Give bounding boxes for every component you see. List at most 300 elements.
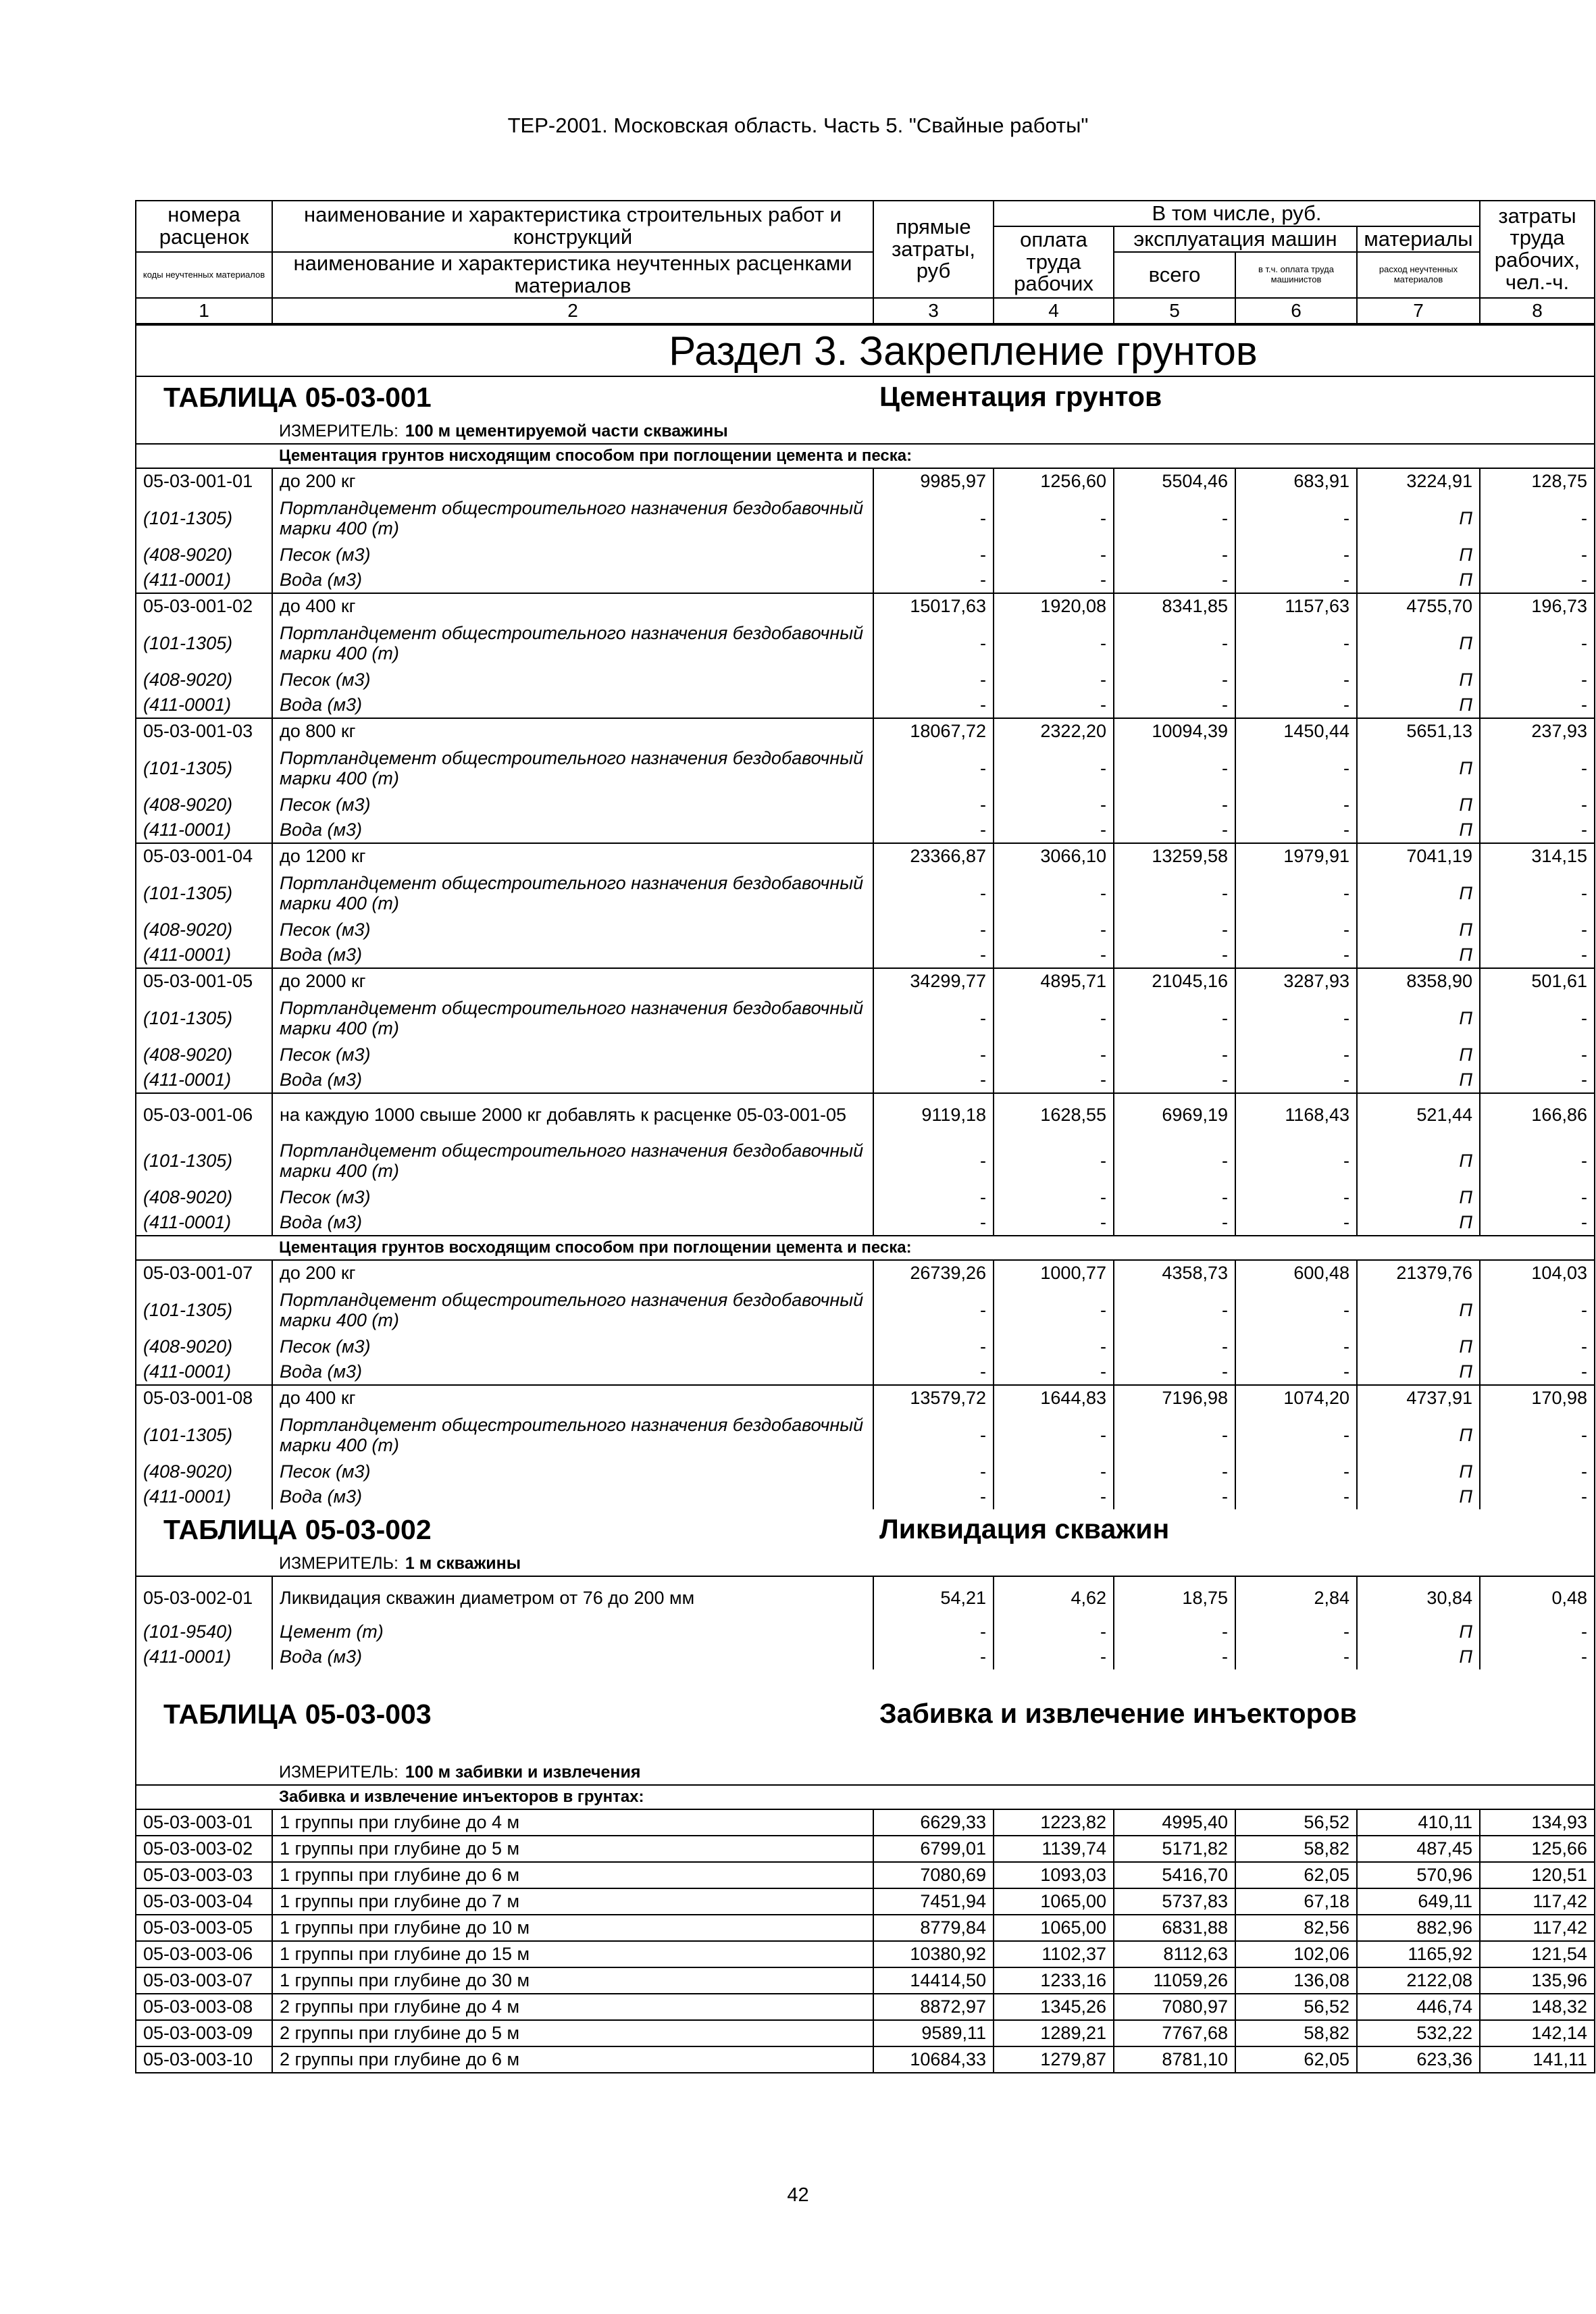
dash-cell: - [994,693,1114,718]
dash-cell: - [873,543,994,568]
rate-name: 1 группы при глубине до 5 м [272,1836,873,1862]
dash-cell: - [873,1644,994,1669]
resource-row [136,494,1595,543]
direct-costs-value: 6629,33 [873,1809,994,1836]
material-name: Вода (м3) [272,1359,873,1385]
unaccounted-mark: П [1357,668,1480,693]
material-code: (408-9020) [136,1185,272,1210]
table-title-row [136,1694,1595,1736]
dash-cell: - [873,668,994,693]
header-labor-hours: затраты труда рабочих, чел.-ч. [1480,201,1595,298]
machines-total-value: 4358,73 [1114,1260,1235,1286]
materials-cost-value: 521,44 [1357,1093,1480,1136]
worker-wages-value: 1065,00 [994,1888,1114,1915]
col-num: 2 [272,298,873,324]
header-including: В том числе, руб. [994,201,1480,226]
dash-cell: - [873,693,994,718]
resource-row [136,568,1595,593]
dash-cell: - [994,818,1114,843]
dash-cell: - [1114,1286,1235,1334]
dash-cell: - [994,1411,1114,1459]
rate-code: 05-03-003-09 [136,2020,272,2046]
labor-hours-value: 104,03 [1480,1260,1595,1286]
material-code: (101-1305) [136,869,272,917]
dash-cell: - [1114,1459,1235,1484]
resource-row [136,619,1595,668]
dash-cell: - [1235,1459,1357,1484]
dash-cell: - [1114,1411,1235,1459]
dash-cell: - [1114,793,1235,818]
direct-costs-value: 7451,94 [873,1888,994,1915]
table-row [136,1941,1595,1967]
rate-code: 05-03-001-01 [136,468,272,494]
material-code: (408-9020) [136,543,272,568]
rate-code: 05-03-001-08 [136,1385,272,1411]
dash-cell: - [994,1286,1114,1334]
dash-cell: - [1480,543,1595,568]
dash-cell: - [994,494,1114,543]
dash-cell: - [994,1210,1114,1236]
table-name: Ликвидация скважин [879,1513,1170,1544]
dash-cell: - [1114,1185,1235,1210]
measure-label: ИЗМЕРИТЕЛЬ: [279,1553,398,1573]
dash-cell: - [1114,869,1235,917]
dash-cell: - [994,668,1114,693]
group-title: Забивка и извлечение инъекторов в грунтах: [272,1785,1595,1809]
rate-name: 1 группы при глубине до 7 м [272,1888,873,1915]
unaccounted-mark: П [1357,1411,1480,1459]
unaccounted-mark: П [1357,942,1480,968]
resource-row [136,942,1595,968]
operator-wages-value: 82,56 [1235,1915,1357,1941]
material-code: (411-0001) [136,818,272,843]
machines-total-value: 13259,58 [1114,843,1235,869]
dash-cell: - [1235,619,1357,668]
material-name: Вода (м3) [272,1067,873,1093]
direct-costs-value: 34299,77 [873,968,994,994]
table-row [136,1967,1595,1994]
rate-name: 1 группы при глубине до 10 м [272,1915,873,1941]
header-machines: эксплуатация машин [1114,226,1357,252]
rate-name: 2 группы при глубине до 5 м [272,2020,873,2046]
measure-blank [136,1760,272,1785]
worker-wages-value: 1279,87 [994,2046,1114,2073]
measure-label: ИЗМЕРИТЕЛЬ: [279,421,398,441]
dash-cell: - [873,744,994,793]
materials-cost-value: 649,11 [1357,1888,1480,1915]
resource-row [136,1067,1595,1093]
materials-cost-value: 446,74 [1357,1994,1480,2020]
dash-cell: - [1235,942,1357,968]
dash-cell: - [1480,1185,1595,1210]
table-row [136,1093,1595,1136]
rate-name: до 400 кг [272,593,873,619]
rate-name: 1 группы при глубине до 4 м [272,1809,873,1836]
dash-cell: - [873,994,994,1042]
unaccounted-mark: П [1357,1484,1480,1509]
dash-cell: - [1235,568,1357,593]
dash-cell: - [994,917,1114,942]
table-row [136,468,1595,494]
dash-cell: - [873,494,994,543]
materials-cost-value: 410,11 [1357,1809,1480,1836]
dash-cell: - [1480,1359,1595,1385]
dash-cell: - [1114,818,1235,843]
worker-wages-value: 1644,83 [994,1385,1114,1411]
rate-code: 05-03-003-08 [136,1994,272,2020]
material-code: (408-9020) [136,1459,272,1484]
resource-row [136,1484,1595,1509]
table-row [136,968,1595,994]
resource-row [136,1136,1595,1185]
materials-cost-value: 7041,19 [1357,843,1480,869]
dash-cell: - [994,1067,1114,1093]
dash-cell: - [1114,1136,1235,1185]
col-num: 4 [994,298,1114,324]
unaccounted-mark: П [1357,693,1480,718]
group-title: Цементация грунтов восходящим способом при поглощении цемента и песка: [272,1236,1595,1260]
table-row [136,718,1595,744]
dash-cell: - [994,744,1114,793]
unaccounted-mark: П [1357,1210,1480,1236]
col-num: 1 [136,298,272,324]
rate-name: до 200 кг [272,1260,873,1286]
material-name: Портландцемент общестроительного назначения бездобавочный марки 400 (т) [272,1136,873,1185]
rate-code: 05-03-001-07 [136,1260,272,1286]
resource-row [136,1619,1595,1644]
material-code: (411-0001) [136,1210,272,1236]
rate-code: 05-03-001-03 [136,718,272,744]
dash-cell: - [1480,1619,1595,1644]
dash-cell: - [1235,1042,1357,1067]
measure-cell [272,419,1595,444]
material-name: Вода (м3) [272,1484,873,1509]
dash-cell: - [1480,619,1595,668]
dash-cell: - [1480,1459,1595,1484]
measure-row [136,1551,1595,1576]
rate-name: до 400 кг [272,1385,873,1411]
measure-cell [272,1760,1595,1785]
unaccounted-mark: П [1357,619,1480,668]
machines-total-value: 7196,98 [1114,1385,1235,1411]
machines-total-value: 5504,46 [1114,468,1235,494]
resource-row [136,744,1595,793]
resource-row [136,1644,1595,1669]
dash-cell: - [994,1619,1114,1644]
rate-name: до 200 кг [272,468,873,494]
material-code: (411-0001) [136,1484,272,1509]
dash-cell: - [873,568,994,593]
materials-cost-value: 882,96 [1357,1915,1480,1941]
dash-cell: - [1114,568,1235,593]
dash-cell: - [1235,1067,1357,1093]
col-num: 3 [873,298,994,324]
dash-cell: - [994,543,1114,568]
rate-name: 2 группы при глубине до 4 м [272,1994,873,2020]
material-name: Песок (м3) [272,1185,873,1210]
measure-blank [136,419,272,444]
rate-code: 05-03-003-03 [136,1862,272,1888]
labor-hours-value: 148,32 [1480,1994,1595,2020]
group-row [136,444,1595,468]
header-codes: номера расценок [136,201,272,252]
materials-cost-value: 3224,91 [1357,468,1480,494]
material-name: Портландцемент общестроительного назначения бездобавочный марки 400 (т) [272,619,873,668]
resource-row [136,917,1595,942]
operator-wages-value: 102,06 [1235,1941,1357,1967]
direct-costs-value: 14414,50 [873,1967,994,1994]
dash-cell: - [873,793,994,818]
unaccounted-mark: П [1357,1286,1480,1334]
col-num: 7 [1357,298,1480,324]
dash-cell: - [1235,1484,1357,1509]
material-code: (411-0001) [136,1359,272,1385]
materials-cost-value: 4755,70 [1357,593,1480,619]
labor-hours-value: 128,75 [1480,468,1595,494]
operator-wages-value: 1979,91 [1235,843,1357,869]
dash-cell: - [873,1042,994,1067]
material-code: (101-1305) [136,619,272,668]
unaccounted-mark: П [1357,793,1480,818]
dash-cell: - [1114,917,1235,942]
dash-cell: - [1114,1210,1235,1236]
machines-total-value: 8112,63 [1114,1941,1235,1967]
worker-wages-value: 3066,10 [994,843,1114,869]
material-name: Песок (м3) [272,1459,873,1484]
machines-total-value: 7080,97 [1114,1994,1235,2020]
operator-wages-value: 683,91 [1235,468,1357,494]
material-code: (408-9020) [136,917,272,942]
material-code: (411-0001) [136,568,272,593]
unaccounted-mark: П [1357,869,1480,917]
table-row [136,2046,1595,2073]
rate-code: 05-03-002-01 [136,1576,272,1619]
rate-name: 1 группы при глубине до 6 м [272,1862,873,1888]
page-number: 42 [787,2184,809,2206]
rate-name: 2 группы при глубине до 6 м [272,2046,873,2073]
dash-cell: - [1114,1644,1235,1669]
worker-wages-value: 1000,77 [994,1260,1114,1286]
rate-name: на каждую 1000 свыше 2000 кг добавлять к расценке 05-03-001-05 [272,1093,873,1136]
dash-cell: - [1114,1359,1235,1385]
labor-hours-value: 125,66 [1480,1836,1595,1862]
material-name: Песок (м3) [272,668,873,693]
direct-costs-value: 54,21 [873,1576,994,1619]
resource-row [136,793,1595,818]
labor-hours-value: 501,61 [1480,968,1595,994]
dash-cell: - [1114,494,1235,543]
worker-wages-value: 1065,00 [994,1915,1114,1941]
spacer-row [136,1736,1595,1760]
dash-cell: - [1480,494,1595,543]
spacer-cell [136,1736,1595,1760]
machines-total-value: 8781,10 [1114,2046,1235,2073]
dash-cell: - [1235,994,1357,1042]
dash-cell: - [994,1459,1114,1484]
machines-total-value: 10094,39 [1114,718,1235,744]
header-machines-total: всего [1114,252,1235,298]
material-name: Вода (м3) [272,1644,873,1669]
section-title: Раздел 3. Закрепление грунтов [136,325,1595,376]
header-material-use: расход неучтенных материалов [1357,252,1480,298]
dash-cell: - [1235,1136,1357,1185]
unaccounted-mark: П [1357,994,1480,1042]
worker-wages-value: 1920,08 [994,593,1114,619]
dash-cell: - [873,917,994,942]
material-code: (101-9540) [136,1619,272,1644]
table-row [136,1994,1595,2020]
direct-costs-value: 9119,18 [873,1093,994,1136]
material-name: Портландцемент общестроительного назначения бездобавочный марки 400 (т) [272,494,873,543]
rate-code: 05-03-003-04 [136,1888,272,1915]
operator-wages-value: 58,82 [1235,1836,1357,1862]
labor-hours-value: 170,98 [1480,1385,1595,1411]
spacer-row [136,1669,1595,1694]
worker-wages-value: 1256,60 [994,468,1114,494]
table-title-row [136,376,1595,419]
dash-cell: - [1480,1286,1595,1334]
table-name: Забивка и извлечение инъекторов [879,1698,1357,1729]
materials-cost-value: 487,45 [1357,1836,1480,1862]
material-name: Портландцемент общестроительного назначения бездобавочный марки 400 (т) [272,869,873,917]
material-code: (101-1305) [136,1411,272,1459]
material-code: (101-1305) [136,1136,272,1185]
material-name: Портландцемент общестроительного назначения бездобавочный марки 400 (т) [272,1286,873,1334]
dash-cell: - [1235,1411,1357,1459]
resource-row [136,1210,1595,1236]
resource-row [136,1185,1595,1210]
group-row [136,1785,1595,1809]
measure-row [136,419,1595,444]
dash-cell: - [994,619,1114,668]
materials-cost-value: 5651,13 [1357,718,1480,744]
material-code: (101-1305) [136,744,272,793]
unaccounted-mark: П [1357,543,1480,568]
dash-cell: - [1114,942,1235,968]
spacer-cell [136,1669,1595,1694]
direct-costs-value: 23366,87 [873,843,994,869]
resource-row [136,1359,1595,1385]
material-name: Портландцемент общестроительного назначения бездобавочный марки 400 (т) [272,744,873,793]
header-material-codes: коды неучтенных материалов [136,252,272,298]
operator-wages-value: 58,82 [1235,2020,1357,2046]
machines-total-value: 5416,70 [1114,1862,1235,1888]
materials-cost-value: 8358,90 [1357,968,1480,994]
worker-wages-value: 1233,16 [994,1967,1114,1994]
unaccounted-mark: П [1357,568,1480,593]
material-code: (408-9020) [136,1334,272,1359]
labor-hours-value: 166,86 [1480,1093,1595,1136]
dash-cell: - [1235,1210,1357,1236]
dash-cell: - [994,1484,1114,1509]
table-title-cell [136,1694,1357,1736]
dash-cell: - [1480,1136,1595,1185]
material-name: Песок (м3) [272,917,873,942]
measure-unit: 100 м цементируемой части скважины [405,421,728,441]
labor-hours-value: 314,15 [1480,843,1595,869]
labor-hours-value: 141,11 [1480,2046,1595,2073]
operator-wages-value: 600,48 [1235,1260,1357,1286]
worker-wages-value: 1102,37 [994,1941,1114,1967]
dash-cell: - [994,568,1114,593]
dash-cell: - [1480,793,1595,818]
header-operator-wages: в т.ч. оплата труда машинистов [1235,252,1357,298]
materials-cost-value: 30,84 [1357,1576,1480,1619]
dash-cell: - [873,1459,994,1484]
table-row [136,1260,1595,1286]
operator-wages-value: 136,08 [1235,1967,1357,1994]
table-title-row [136,1509,1595,1551]
worker-wages-value: 4895,71 [994,968,1114,994]
direct-costs-value: 9589,11 [873,2020,994,2046]
dash-cell: - [1235,793,1357,818]
dash-cell: - [994,942,1114,968]
material-name: Песок (м3) [272,793,873,818]
dash-cell: - [1480,1484,1595,1509]
dash-cell: - [994,994,1114,1042]
labor-hours-value: 117,42 [1480,1888,1595,1915]
table-id: ТАБЛИЦА 05-03-002 [163,1514,432,1546]
worker-wages-value: 1093,03 [994,1862,1114,1888]
dash-cell: - [873,1185,994,1210]
materials-cost-value: 570,96 [1357,1862,1480,1888]
dash-cell: - [994,869,1114,917]
direct-costs-value: 26739,26 [873,1260,994,1286]
dash-cell: - [1114,1067,1235,1093]
materials-cost-value: 21379,76 [1357,1260,1480,1286]
resource-row [136,543,1595,568]
material-name: Вода (м3) [272,942,873,968]
unaccounted-mark: П [1357,1334,1480,1359]
table-row [136,1862,1595,1888]
rate-code: 05-03-001-06 [136,1093,272,1136]
dash-cell: - [1235,1619,1357,1644]
dash-cell: - [873,1359,994,1385]
direct-costs-value: 6799,01 [873,1836,994,1862]
dash-cell: - [1480,568,1595,593]
dash-cell: - [1480,869,1595,917]
dash-cell: - [873,1411,994,1459]
direct-costs-value: 10380,92 [873,1941,994,1967]
materials-cost-value: 2122,08 [1357,1967,1480,1994]
rate-code: 05-03-003-01 [136,1809,272,1836]
labor-hours-value: 0,48 [1480,1576,1595,1619]
unaccounted-mark: П [1357,744,1480,793]
labor-hours-value: 135,96 [1480,1967,1595,1994]
dash-cell: - [1235,744,1357,793]
material-name: Портландцемент общестроительного назначения бездобавочный марки 400 (т) [272,994,873,1042]
header-material-name: наименование и характеристика неучтенных расценками материалов [272,252,873,298]
measure-row [136,1760,1595,1785]
operator-wages-value: 1074,20 [1235,1385,1357,1411]
dash-cell: - [1114,668,1235,693]
rate-code: 05-03-001-04 [136,843,272,869]
material-code: (101-1305) [136,1286,272,1334]
resource-row [136,693,1595,718]
material-name: Вода (м3) [272,568,873,593]
dash-cell: - [1480,1042,1595,1067]
rate-code: 05-03-001-02 [136,593,272,619]
document-title: ТЕР-2001. Московская область. Часть 5. "Свайные работы" [507,114,1089,137]
col-num: 5 [1114,298,1235,324]
labor-hours-value: 196,73 [1480,593,1595,619]
dash-cell: - [1480,818,1595,843]
dash-cell: - [1235,869,1357,917]
dash-cell: - [1114,994,1235,1042]
worker-wages-value: 1223,82 [994,1809,1114,1836]
dash-cell: - [1235,1359,1357,1385]
direct-costs-value: 15017,63 [873,593,994,619]
